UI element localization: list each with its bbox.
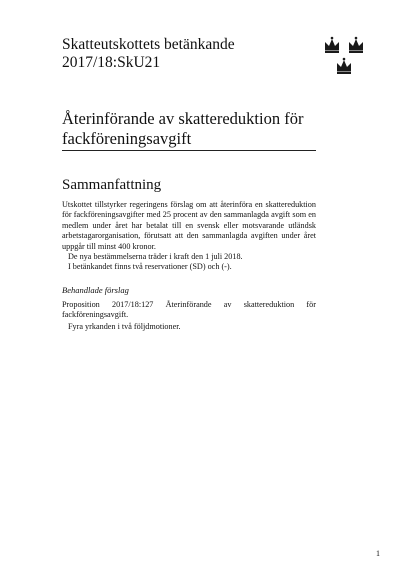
crown-bottom-icon (337, 58, 351, 74)
motions-text: Fyra yrkanden i två följdmotioner. (68, 322, 181, 331)
crown-top-right-icon (349, 37, 363, 53)
proposition-word: av (223, 300, 232, 309)
crown-top-left-icon (325, 37, 339, 53)
proposition-word: 2017/18:127 (111, 300, 154, 309)
proposition-entry (62, 300, 316, 321)
report-series-title: Skatteutskottets betänkande (62, 36, 235, 53)
three-crowns-icon (323, 36, 367, 76)
page-number: 1 (376, 549, 380, 558)
proposition-word: Proposition (62, 300, 100, 309)
treated-proposals-heading: Behandlade förslag (62, 285, 129, 295)
proposition-word: Återinförande (165, 300, 212, 309)
summary-paragraph-3: I betänkandet finns två reservationer (SD) och (-). (68, 262, 232, 271)
proposition-word: skattereduktion (243, 300, 295, 309)
summary-paragraph-1: Utskottet tillstyrker regeringens förslag om att återinföra en skattereduktion för fackföreningsavgifter med 25 procent av den sammanlagda avgift som en medlem under året har betalat till en svensk eller motsvarande utländsk arbetstagarorganisation, förutsatt att den sammanlagda avgiften under året uppgår till minst 400 kronor. (62, 200, 316, 251)
title-divider (62, 150, 316, 151)
summary-paragraph-2: De nya bestämmelserna träder i kraft den 1 juli 2018. (68, 252, 243, 261)
document-title: Återinförande av skattereduktion för fackföreningsavgift (62, 109, 304, 148)
proposition-continuation: fackföreningsavgift. (62, 310, 129, 320)
summary-heading: Sammanfattning (62, 177, 162, 193)
proposition-word: för (306, 300, 316, 309)
report-number: 2017/18:SkU21 (62, 54, 161, 71)
